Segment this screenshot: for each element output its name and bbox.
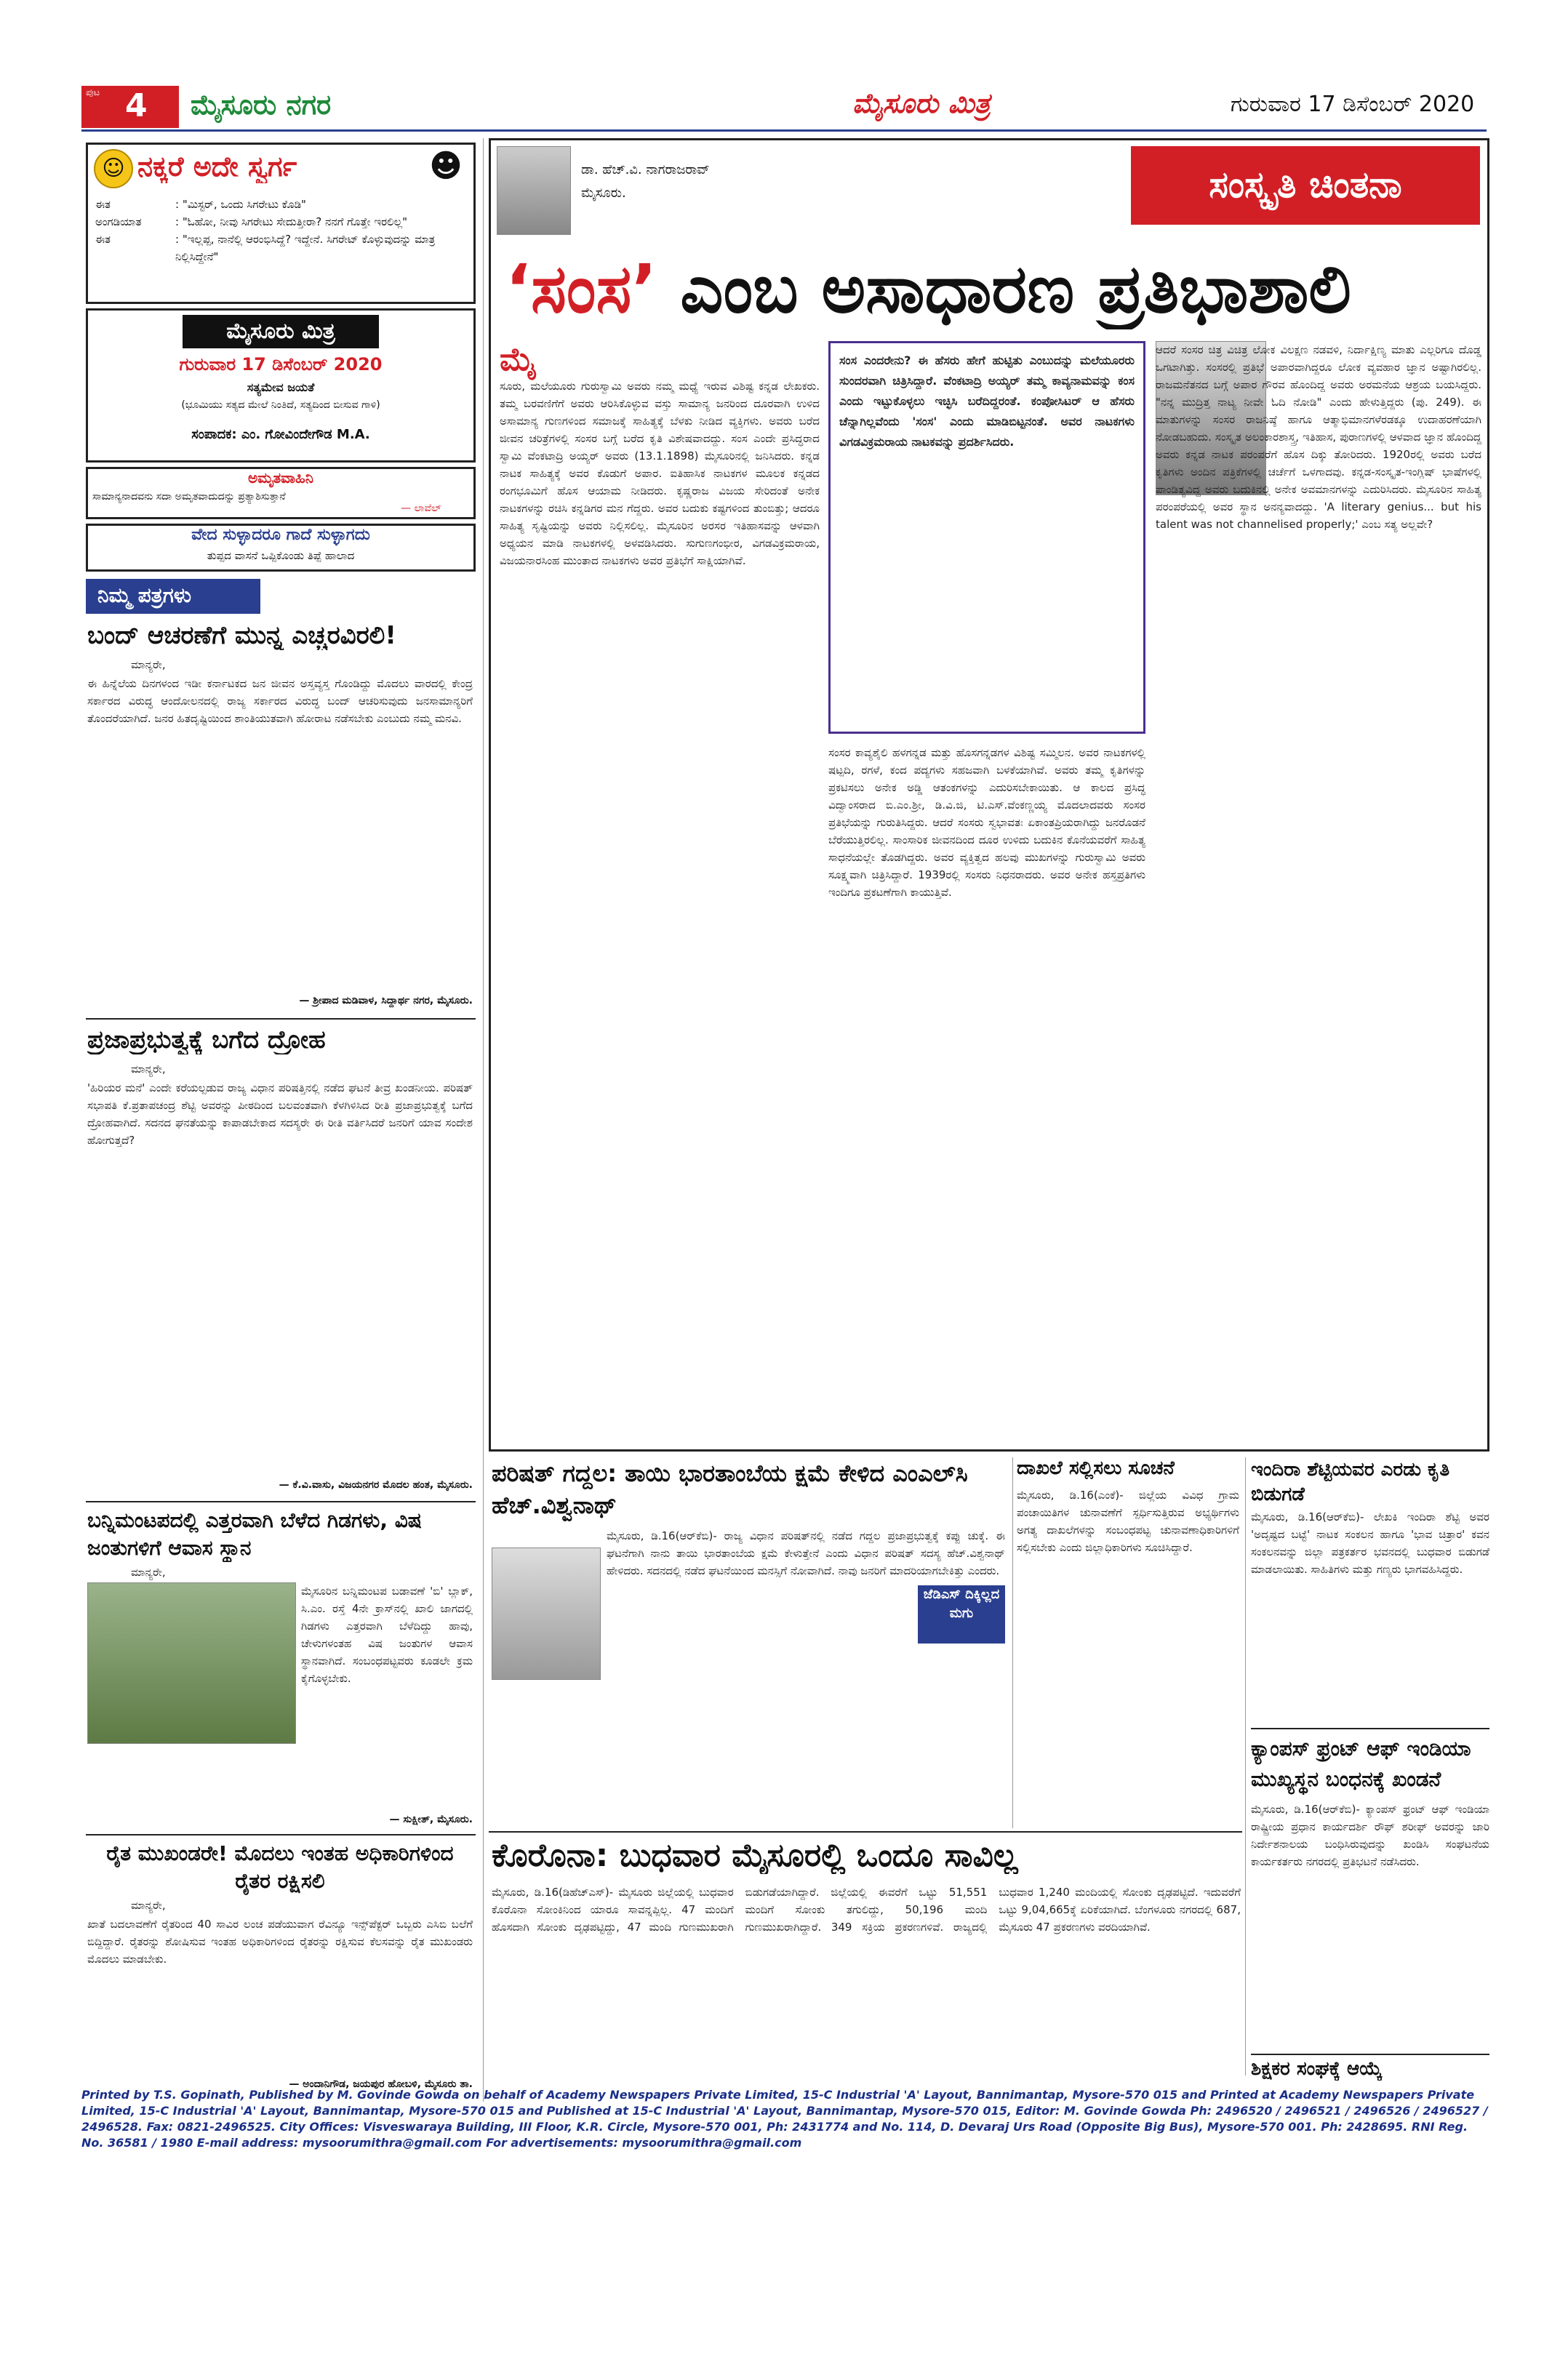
paper-logo: ಮೈಸೂರು ಮಿತ್ರ — [852, 87, 991, 119]
news-body: ಮೈಸೂರು, ಡಿ.16(ಆರ್‌ಕೆಬಿ)- ಲೇಖಕಿ ಇಂದಿರಾ ಶೆಟ್ಟಿ ಅವರ 'ಅದೃಷ್ಟದ ಬಟ್ಟೆ' ನಾಟಕ ಸಂಕಲನ ಹಾಗೂ 'ಭಾವ ಚಿತ್ರಾರ' ಕವನ ಸಂಕಲನವನ್ನು ಜಿಲ್ಲಾ ಪತ್ರಕರ್ತರ ಭವನದಲ್ಲಿ ಬುಧವಾರ ಬಿಡುಗಡೆ ಮಾಡಲಾಯಿತು. ಸಾಹಿತಿಗಳು ಮತ್ತು ಗಣ್ಯರು ಭಾಗವಹಿಸಿದ್ದರು. — [1251, 1510, 1489, 1576]
letter-signature: — ಸುಕ್ಷೀತ್, ಮೈಸೂರು. — [389, 1814, 473, 1825]
letters-banner — [86, 579, 260, 614]
joke-speaker: ಈತ — [95, 233, 111, 246]
proverb-box — [86, 524, 476, 572]
feature-col-1: ಸೂರು, ಮಲೆಯೂರು ಗುರುಸ್ವಾಮಿ ಅವರು ನಮ್ಮ ಮಧ್ಯೆ ಇರುವ ವಿಶಿಷ್ಟ ಕನ್ನಡ ಲೇಖಕರು. ತಮ್ಮ ಬರವಣಿಗೆಗೆ ಅವರು ಆರಿಸಿಕೊಳ್ಳುವ ವಸ್ತು ಸಾಮಾನ್ಯ ಜನರಿಂದ ದೂರವಾಗಿ ಉಳಿದ ಅಸಾಮಾನ್ಯ ಗುಣಗಳಿಂದ ಸಮಾಜಕ್ಕೆ ಸಾಹಿತ್ಯಕ್ಕೆ ಬೆಳಕು ನೀಡಿದ ವ್ಯಕ್ತಿಗಳು. ಅವರು ಬರೆದ ಜೀವನ ಚರಿತ್ರೆಗಳಲ್ಲಿ ಸಂಸರ ಬಗ್ಗೆ ಬರೆದ ಕೃತಿ ವಿಶೇಷವಾದದ್ದು. ಸಂಸ ಎಂದೇ ಪ್ರಸಿದ್ಧರಾದ ಸ್ವಾಮಿ ವೆಂಕಟಾದ್ರಿ ಅಯ್ಯರ್ ಅವರು (13.1.1898) ಮೈಸೂರಿನಲ್ಲಿ ಜನಿಸಿದರು. ಕನ್ನಡ ನಾಟಕ ಸಾಹಿತ್ಯಕ್ಕೆ ಅವರ ಕೊಡುಗೆ ಅಪಾರ. ಐತಿಹಾಸಿಕ ನಾಟಕಗಳ ಮೂಲಕ ಕನ್ನಡದ ರಂಗಭೂಮಿಗೆ ಹೊಸ ಆಯಾಮ ನೀಡಿದರು. ಕೃಷ್ಣರಾಜ ವಿಜಯ ಸೇರಿದಂತೆ ಅನೇಕ ನಾಟಕಗಳನ್ನು ರಚಿಸಿ ಕನ್ನಡಿಗರ ಮನ ಗೆದ್ದರು. ಅವರ ಬದುಕು ಕಷ್ಟಗಳಿಂದ ತುಂಬಿತ್ತು; ಆದರೂ ಸಾಹಿತ್ಯ ಸೃಷ್ಟಿಯನ್ನು ಅವರು ನಿಲ್ಲಿಸಲಿಲ್ಲ. ಮೈಸೂರಿನ ಅರಸರ ಇತಿಹಾಸವನ್ನು ಆಳವಾಗಿ ಅಧ್ಯಯನ ಮಾಡಿ ನಾಟಕಗಳಲ್ಲಿ ಅಳವಡಿಸಿದರು. ಸುಗುಣಗಂಭೀರ, ವಿಗಡವಿಕ್ರಮರಾಯ, ವಿಜಯನಾರಸಿಂಹ ಮುಂತಾದ ನಾಟಕಗಳು ಅವರ ಪ್ರತಿಭೆಗೆ ಸಾಕ್ಷಿಯಾಗಿವೆ. — [500, 380, 820, 567]
quote-text: ಸಾಮಾನ್ಯನಾದವನು ಸದಾ ಅಮೃತವಾದುದನ್ನು ಪ್ರತ್ಯಾಶಿಸುತ್ತಾನೆ — [92, 491, 286, 503]
page-label: ಪುಟ — [86, 87, 100, 98]
quote-title: ಅಮೃತವಾಹಿನಿ — [248, 469, 313, 487]
dropcap: ಮೈ — [500, 341, 537, 378]
divider — [86, 1501, 476, 1502]
feature-col-3: ಆದರೆ ಸಂಸರ ಚಿತ್ರ ವಿಚಿತ್ರ ಲೋಕ ವಿಲಕ್ಷಣ ನಡವಳಿ, ನಿರ್ದಾಕ್ಷಿಣ್ಯ ಮಾತು ಎಲ್ಲರಿಗೂ ದೊಡ್ಡ ಒಗಟಾಗಿತ್ತು. ಸಂಸರಲ್ಲಿ ಪ್ರತಿಭೆ ಅಪಾರವಾಗಿದ್ದರೂ ಲೋಕ ವ್ಯವಹಾರ ಜ್ಞಾನ ಅಷ್ಟಾಗಿರಲಿಲ್ಲ. ರಾಜಮನೆತನದ ಬಗ್ಗೆ ಅಪಾರ ಗೌರವ ಹೊಂದಿದ್ದ ಅವರು ಅರಮನೆಯ ಆಶ್ರಯ ಬಯಸಿದ್ದರು. "ನನ್ನ ಮುದ್ರಿತ್ತ ನಾಟ್ಯ ನೀವೇ ಓದಿ ನೋಡಿ" ಎಂದು ಹೇಳುತ್ತಿದ್ದರು (ಪು. 249). ಈ ಮಾತುಗಳನ್ನು ಸಂಸರ ರಾಜನಿಷ್ಠೆ ಹಾಗೂ ಆತ್ಮಾಭಿಮಾನಗಳೆರಡಕ್ಕೂ ಉದಾಹರಣೆಯಾಗಿ ನೋಡಬಹುದು. ಸಂಸ್ಕೃತ ಅಲಂಕಾರಶಾಸ್ತ್ರ, ಇತಿಹಾಸ, ಪುರಾಣಗಳಲ್ಲಿ ಆಳವಾದ ಜ್ಞಾನ ಹೊಂದಿದ್ದ ಅವರು ಕನ್ನಡ ನಾಟಕ ಪರಂಪರೆಗೆ ಹೊಸ ದಿಕ್ಕು ತೋರಿದರು. 1920ರಲ್ಲಿ ಅವರು ಬರೆದ ಕೃತಿಗಳು ಅಂದಿನ ಪತ್ರಿಕೆಗಳಲ್ಲಿ ಚರ್ಚೆಗೆ ಒಳಗಾದವು. ಕನ್ನಡ-ಸಂಸ್ಕೃತ-ಇಂಗ್ಲಿಷ್ ಭಾಷೆಗಳಲ್ಲಿ ಪಾಂಡಿತ್ಯವಿದ್ದ ಅವರು ಬದುಕಿನಲ್ಲಿ ಅನೇಕ ಅವಮಾನಗಳನ್ನು ಎದುರಿಸಿದರು. ಮೈಸೂರಿನ ಸಾಹಿತ್ಯ ಪರಂಪರೆಯಲ್ಲಿ ಅವರ ಸ್ಥಾನ ಅನನ್ಯವಾದದ್ದು. 'A literary genius... but his talent was not channelised properly;' ಎಂಬ ಸತ್ಯ ಅಲ್ಲವೇ? — [1156, 343, 1481, 531]
news-body: ಮೈಸೂರು, ಡಿ.16(ಆರ್‌ಕೆಬಿ)- ರಾಜ್ಯ ವಿಧಾನ ಪರಿಷತ್‌ನಲ್ಲಿ ನಡೆದ ಗದ್ದಲ ಪ್ರಜಾಪ್ರಭುತ್ವಕ್ಕೆ ಕಪ್ಪು ಚುಕ್ಕೆ. ಈ ಘಟನೆಗಾಗಿ ನಾನು ತಾಯಿ ಭಾರತಾಂಬೆಯ ಕ್ಷಮೆ ಕೇಳುತ್ತೇನೆ ಎಂದು ವಿಧಾನ ಪರಿಷತ್ ಸದಸ್ಯ ಹೆಚ್.ವಿಶ್ವನಾಥ್ ಹೇಳಿದರು. ಸದನದಲ್ಲಿ ನಡೆದ ಘಟನೆಯಿಂದ ಮನಸ್ಸಿಗೆ ನೋವಾಗಿದೆ. ನಾವು ಜನರಿಗೆ ಮಾದರಿಯಾಗಬೇಕಿತ್ತು ಎಂದರು. — [607, 1529, 1005, 1577]
column-name: ಸಂಸ್ಕೃತಿ ಚಿಂತನಾ — [1209, 164, 1402, 206]
smiley-icon: ☺ — [94, 149, 133, 188]
page-number: 4 — [125, 87, 148, 124]
proverb-text: ತುಪ್ಪದ ವಾಸನೆ ಒಪ್ಪಿಕೊಂಡು ತಿಪ್ಪೆ ಹಾಲಾದ — [207, 549, 355, 562]
author-name: ಡಾ. ಹೆಚ್.ವಿ. ನಾಗರಾಜರಾವ್ — [581, 162, 710, 177]
editor-name: ಎಂ. ಗೋವಿಂದೇಗೌಡ M.A. — [241, 427, 370, 442]
letter-signature: — ಕೆ.ವಿ.ವಾಸು, ವಿಜಯನಗರ ಮೊದಲ ಹಂತ, ಮೈಸೂರು. — [279, 1479, 473, 1491]
letter-salutation: ಮಾನ್ಯರೇ, — [131, 1062, 166, 1076]
headline-rest: ಎಂಬ ಅಸಾಧಾರಣ ಪ್ರತಿಭಾಶಾಲಿ — [680, 250, 1351, 328]
author-photo — [497, 146, 571, 235]
sidebar-logo: ಮೈಸೂರು ಮಿತ್ರ — [183, 315, 379, 348]
letters-title: ನಿಮ್ಮ ಪತ್ರಗಳು — [97, 583, 191, 607]
letter-title: ಬನ್ನಿಮಂಟಪದಲ್ಲಿ ಎತ್ತರವಾಗಿ ಬೆಳೆದ ಗಿಡಗಳು, ವಿಷ ಜಂತುಗಳಿಗೆ ಆವಾಸ ಸ್ಥಾನ — [87, 1508, 422, 1560]
masthead-rule — [81, 129, 1487, 132]
divider — [489, 1831, 1242, 1833]
letter-title: ಬಂದ್ ಆಚರಣೆಗೆ ಮುನ್ನ ಎಚ್ಚರವಿರಲಿ! — [87, 621, 396, 650]
news-headline: ಶಿಕ್ಷಕರ ಸಂಘಕ್ಕೆ ಆಯ್ಕೆ — [1251, 2058, 1383, 2080]
news-headline: ದಾಖಲೆ ಸಲ್ಲಿಸಲು ಸೂಚನೆ — [1017, 1457, 1175, 1479]
author-place: ಮೈಸೂರು. — [581, 185, 626, 201]
divider — [86, 1018, 476, 1020]
news-body: ಮೈಸೂರು, ಡಿ.16(ಡಿಹೆಚ್‌ಎಸ್)- ಮೈಸೂರು ಜಿಲ್ಲೆಯಲ್ಲಿ ಬುಧವಾರ ಕೊರೊನಾ ಸೋಂಕಿನಿಂದ ಯಾರೂ ಸಾವನ್ನಪ್ಪಿಲ್ಲ. 47 ಮಂದಿಗೆ ಹೊಸದಾಗಿ ಸೋಂಕು ದೃಢಪಟ್ಟಿದ್ದು, 47 ಮಂದಿ ಗುಣಮುಖರಾಗಿ ಬಿಡುಗಡೆಯಾಗಿದ್ದಾರೆ. ಜಿಲ್ಲೆಯಲ್ಲಿ ಈವರೆಗೆ ಒಟ್ಟು 51,551 ಮಂದಿಗೆ ಸೋಂಕು ತಗುಲಿದ್ದು, 50,196 ಮಂದಿ ಗುಣಮುಖರಾಗಿದ್ದಾರೆ. 349 ಸಕ್ರಿಯ ಪ್ರಕರಣಗಳಿವೆ. ರಾಜ್ಯದಲ್ಲಿ ಬುಧವಾರ 1,240 ಮಂದಿಯಲ್ಲಿ ಸೋಂಕು ದೃಢಪಟ್ಟಿದೆ. ಇದುವರೆಗೆ ಒಟ್ಟು 9,04,665ಕ್ಕೆ ಏರಿಕೆಯಾಗಿದೆ. ಬೆಂಗಳೂರು ನಗರದಲ್ಲಿ 687, ಮೈಸೂರು 47 ಪ್ರಕರಣಗಳು ವರದಿಯಾಗಿವೆ. — [492, 1886, 1241, 1934]
letter-signature: — ಶ್ರೀಪಾದ ಮಡಿವಾಳ, ಸಿದ್ದಾರ್ಥ ನಗರ, ಮೈಸೂರು. — [299, 995, 473, 1006]
editor-label: ಸಂಪಾದಕ: — [191, 427, 237, 442]
quote-author: — ಲಾವೆಲ್ — [401, 503, 441, 514]
proverb-title: ವೇದ ಸುಳ್ಳಾದರೂ ಗಾದೆ ಸುಳ್ಳಾಗದು — [191, 526, 370, 544]
page-number-badge — [81, 86, 179, 128]
joke-box — [86, 143, 476, 304]
letter-salutation: ಮಾನ್ಯರೇ, — [131, 658, 166, 671]
cartoon-icon: ☻ — [429, 148, 463, 185]
letter-body: ಮೈಸೂರಿನ ಬನ್ನಿಮಂಟಪ ಬಡಾವಣೆ 'ಬಿ' ಬ್ಲಾಕ್, ಸಿ.ಎಂ. ರಸ್ತೆ 4ನೇ ಕ್ರಾಸ್‌ನಲ್ಲಿ ಖಾಲಿ ಜಾಗದಲ್ಲಿ ಗಿಡಗಳು ಎತ್ತರವಾಗಿ ಬೆಳೆದಿದ್ದು ಹಾವು, ಚೇಳುಗಳಂತಹ ವಿಷ ಜಂತುಗಳ ಆವಾಸ ಸ್ಥಾನವಾಗಿದೆ. ಸಂಬಂಧಪಟ್ಟವರು ಕೂಡಲೇ ಕ್ರಮ ಕೈಗೊಳ್ಳಬೇಕು. — [301, 1585, 473, 1685]
column-rule — [483, 138, 484, 2102]
news-body: ಮೈಸೂರು, ಡಿ.16(ಆರ್‌ಕೆಬಿ)- ಕ್ಯಾಂಪಸ್ ಫ್ರಂಟ್ ಆಫ್ ಇಂಡಿಯಾ ರಾಷ್ಟ್ರೀಯ ಪ್ರಧಾನ ಕಾರ್ಯದರ್ಶಿ ರೌಫ್ ಶರೀಫ್ ಅವರನ್ನು ಜಾರಿ ನಿರ್ದೇಶನಾಲಯ ಬಂಧಿಸಿರುವುದನ್ನು ಖಂಡಿಸಿ ಸಂಘಟನೆಯ ಕಾರ್ಯಕರ್ತರು ನಗರದಲ್ಲಿ ಪ್ರತಿಭಟನೆ ನಡೆಸಿದರು. — [1251, 1803, 1489, 1868]
column-rule — [1245, 1457, 1246, 2075]
column-rule — [1012, 1457, 1013, 1828]
joke-text: : "ಇಲ್ಲಪ್ಪ, ನಾನೆಲ್ಲಿ ಆರಂಭಿಸಿದ್ದೆ? ಇದ್ದೇನೆ. ಸಿಗರೇಟ್ ಕೊಳ್ಳುವುದನ್ನು ಮಾತ್ರ ನಿಲ್ಲಿಸಿದ್ದೇನೆ" — [175, 233, 436, 263]
joke-line — [95, 231, 466, 265]
editor-line — [88, 427, 473, 442]
joke-line — [95, 196, 466, 213]
letter-body: ಖಾತೆ ಬದಲಾವಣೆಗೆ ರೈತರಿಂದ 40 ಸಾವಿರ ಲಂಚ ಪಡೆಯುವಾಗ ರೆವಿನ್ಯೂ ಇನ್ಸ್‌ಪೆಕ್ಟರ್ ಒಬ್ಬರು ಎಸಿಬಿ ಬಲೆಗೆ ಬಿದ್ದಿದ್ದಾರೆ. ರೈತರನ್ನು ಶೋಷಿಸುವ ಇಂತಹ ಅಧಿಕಾರಿಗಳಿಂದ ರೈತರನ್ನು ರಕ್ಷಿಸುವ ಕೆಲಸವನ್ನು ರೈತ ಮುಖಂಡರು ಮೊದಲು ಮಾಡಬೇಕು. — [87, 1918, 473, 1966]
joke-speaker: ಈತ — [95, 198, 111, 211]
news-headline: ಕೊರೊನಾ: ಬುಧವಾರ ಮೈಸೂರಲ್ಲಿ ಒಂದೂ ಸಾವಿಲ್ಲ — [492, 1837, 1018, 1874]
divider — [1251, 1728, 1489, 1729]
news-headline: ಪರಿಷತ್ ಗದ್ದಲ: ತಾಯಿ ಭಾರತಾಂಬೆಯ ಕ್ಷಮೆ ಕೇಳಿದ ಎಂಎಲ್‌ಸಿ ಹೆಚ್.ವಿಶ್ವನಾಥ್ — [492, 1460, 968, 1519]
letter-body: 'ಹಿರಿಯರ ಮನೆ' ಎಂದೇ ಕರೆಯಲ್ಪಡುವ ರಾಜ್ಯ ವಿಧಾನ ಪರಿಷತ್ತಿನಲ್ಲಿ ನಡೆದ ಘಟನೆ ತೀವ್ರ ಖಂಡನೀಯ. ಪರಿಷತ್ ಸಭಾಪತಿ ಕೆ.ಪ್ರತಾಪಚಂದ್ರ ಶೆಟ್ಟಿ ಅವರನ್ನು ಪೀಠದಿಂದ ಬಲವಂತವಾಗಿ ಕೆಳಗಿಳಿಸಿದ ರೀತಿ ಪ್ರಜಾಪ್ರಭುತ್ವಕ್ಕೆ ಬಗೆದ ದ್ರೋಹವಾಗಿದೆ. ಸದನದ ಘನತೆಯನ್ನು ಕಾಪಾಡಬೇಕಾದ ಸದಸ್ಯರೇ ಈ ರೀತಿ ವರ್ತಿಸಿದರೆ ಜನರಿಗೆ ಯಾವ ಸಂದೇಶ ಹೋಗುತ್ತದೆ? — [87, 1081, 473, 1147]
feature-headline — [505, 249, 1480, 329]
imprint-footer: Printed by T.S. Gopinath, Published by M. Govinde Gowda on behalf of Academy Newspapers Private Limited, 15-C Industrial 'A' Layout, Bannimantap, Mysore-570 015 and Printed at Academy Newspapers Private Limited, 15-C Industrial 'A' Layout, Bannimantap, Mysore-570 015 and Published at 15-C Industrial 'A' Layout, Bannimantap, Mysore-570 015, Editor: M. Govinde Gowda Ph: 2496520 / 2496521 / 2496526 / 2496527 / 2496528. Fax: 0821-2496525. City Offices: Visveswaraya Building, III Floor, K.R. Circle, Mysore-570 001, Ph: 2431774 and No. 114, D. Devaraj Urs Road (Opposite Big Bus), Mysore-570 001. Ph: 2428695. RNI Reg. No. 36581 / 1980 E-mail address: mysoorumithra@gmail.com For advertisements: mysoorumithra@gmail.com — [81, 2088, 1488, 2150]
highlight-box — [828, 341, 1145, 734]
page-date: ಗುರುವಾರ 17 ಡಿಸೆಂಬರ್ 2020 — [1231, 92, 1475, 117]
divider — [86, 1834, 476, 1835]
masthead-box — [86, 308, 476, 463]
politician-photo — [492, 1548, 601, 1680]
news-headline: ಕ್ಯಾಂಪಸ್ ಫ್ರಂಟ್ ಆಫ್ ಇಂಡಿಯಾ ಮುಖ್ಯಸ್ಥನ ಬಂಧನಕ್ಕೆ ಖಂಡನೆ — [1251, 1737, 1471, 1791]
sidebar-date: ಗುರುವಾರ 17 ಡಿಸೆಂಬರ್ 2020 — [179, 354, 383, 375]
highlight-text: ಸಂಸ ಎಂದರೇನು? ಈ ಹೆಸರು ಹೇಗೆ ಹುಟ್ಟಿತು ಎಂಬುದನ್ನು ಮಲೆಯೂರರು ಸುಂದರವಾಗಿ ಚಿತ್ರಿಸಿದ್ದಾರೆ. ವೆಂಕಟಾದ್ರಿ ಅಯ್ಯರ್ ತಮ್ಮ ಕಾವ್ಯನಾಮವನ್ನು ಕಂಸ ಎಂದು ಇಟ್ಟುಕೊಳ್ಳಲು ಇಚ್ಛಿಸಿ ಬರೆದಿದ್ದರಂತೆ. ಕಂಪೋಸಿಟರ್ ಆ ಹೆಸರು ಚೆನ್ನಾಗಿಲ್ಲವೆಂದು 'ಸಂಸ' ಎಂದು ಮಾಡಿಬಿಟ್ಟನಂತೆ. ಅವರ ನಾಟಕಗಳು ವಿಗಡವಿಕ್ರಮರಾಯ ನಾಟಕವನ್ನು ಪ್ರದರ್ಶಿಸಿದರು. — [839, 353, 1135, 449]
letter-salutation: ಮಾನ್ಯರೇ, — [131, 1566, 166, 1579]
letter-salutation: ಮಾನ್ಯರೇ, — [131, 1899, 166, 1912]
divider — [1251, 2054, 1489, 2055]
motto-1: ಸತ್ಯಮೇವ ಜಯತೆ — [247, 380, 315, 394]
letter-title: ರೈತ ಮುಖಂಡರೇ! ಮೊದಲು ಇಂತಹ ಅಧಿಕಾರಿಗಳಿಂದ ರೈತರ ರಕ್ಷಿಸಲಿ — [106, 1841, 454, 1893]
column-name-banner — [1131, 146, 1480, 225]
joke-lines — [95, 196, 466, 265]
headline-quoted: ‘ಸಂಸ’ — [505, 250, 657, 328]
motto-2: (ಭೂಮಿಯು ಸತ್ಯದ ಮೇಲೆ ನಿಂತಿದೆ, ಸತ್ಯದಿಂದ ಬೀಸುವ ಗಾಳಿ) — [181, 399, 380, 411]
joke-text: : "ಓಹೋ, ನೀವು ಸಿಗರೇಟು ಸೇದುತ್ತೀರಾ? ನನಗೆ ಗೊತ್ತೇ ಇರಲಿಲ್ಲ" — [175, 215, 408, 228]
section-name: ಮೈಸೂರು ನಗರ — [191, 89, 332, 121]
feature-box — [489, 138, 1489, 1452]
feature-col-2: ಸಂಸರ ಕಾವ್ಯಶೈಲಿ ಹಳಗನ್ನಡ ಮತ್ತು ಹೊಸಗನ್ನಡಗಳ ವಿಶಿಷ್ಟ ಸಮ್ಮಿಲನ. ಅವರ ನಾಟಕಗಳಲ್ಲಿ ಷಟ್ಪದಿ, ರಗಳೆ, ಕಂದ ಪದ್ಯಗಳು ಸಹಜವಾಗಿ ಬಳಕೆಯಾಗಿವೆ. ಅವರು ತಮ್ಮ ಕೃತಿಗಳನ್ನು ಪ್ರಕಟಿಸಲು ಅನೇಕ ಅಡ್ಡಿ ಆತಂಕಗಳನ್ನು ಎದುರಿಸಬೇಕಾಯಿತು. ಆ ಕಾಲದ ಪ್ರಸಿದ್ಧ ವಿದ್ವಾಂಸರಾದ ಬಿ.ಎಂ.ಶ್ರೀ, ಡಿ.ವಿ.ಜಿ, ಟಿ.ಎಸ್.ವೆಂಕಣ್ಣಯ್ಯ ಮೊದಲಾದವರು ಸಂಸರ ಪ್ರತಿಭೆಯನ್ನು ಗುರುತಿಸಿದ್ದರು. ಆದರೆ ಸಂಸರು ಸ್ವಭಾವತಃ ಏಕಾಂತಪ್ರಿಯರಾಗಿದ್ದು ಜನರೊಡನೆ ಬೆರೆಯುತ್ತಿರಲಿಲ್ಲ. ಸಾಂಸಾರಿಕ ಜೀವನದಿಂದ ದೂರ ಉಳಿದು ಬದುಕಿನ ಕೊನೆಯವರೆಗೆ ಸಾಹಿತ್ಯ ಸಾಧನೆಯಲ್ಲೇ ತೊಡಗಿದ್ದರು. ಅವರ ವ್ಯಕ್ತಿತ್ವದ ಹಲವು ಮುಖಗಳನ್ನು ಗುರುಸ್ವಾಮಿ ಅವರು ಸೂಕ್ಷ್ಮವಾಗಿ ಚಿತ್ರಿಸಿದ್ದಾರೆ. 1939ರಲ್ಲಿ ಸಂಸರು ನಿಧನರಾದರು. ಅವರ ಅನೇಕ ಹಸ್ತಪ್ರತಿಗಳು ಇಂದಿಗೂ ಪ್ರಕಟಣೆಗಾಗಿ ಕಾಯುತ್ತಿವೆ. — [828, 746, 1145, 899]
letter-signature: — ಅಂದಾನಿಗೌಡ, ಜಯಪುರ ಹೋಬಳಿ, ಮೈಸೂರು ತಾ. — [289, 2078, 473, 2090]
joke-text: : "ಮಿಸ್ಟರ್, ಒಂದು ಸಿಗರೇಟು ಕೊಡಿ" — [175, 198, 306, 211]
masthead — [81, 86, 1487, 128]
news-tag: ಜೆಡಿಎಸ್ ದಿಕ್ಕಿಲ್ಲದ ಮಗು — [918, 1585, 1005, 1644]
overgrown-plants-photo — [87, 1582, 296, 1744]
news-body: ಮೈಸೂರು, ಡಿ.16(ಎಂಕೆ)- ಜಿಲ್ಲೆಯ ವಿವಿಧ ಗ್ರಾಮ ಪಂಚಾಯಿತಿಗಳ ಚುನಾವಣೆಗೆ ಸ್ಪರ್ಧಿಸುತ್ತಿರುವ ಅಭ್ಯರ್ಥಿಗಳು ಅಗತ್ಯ ದಾಖಲೆಗಳನ್ನು ಸಂಬಂಧಪಟ್ಟ ಚುನಾವಣಾಧಿಕಾರಿಗಳಿಗೆ ಸಲ್ಲಿಸಬೇಕು ಎಂದು ಜಿಲ್ಲಾಧಿಕಾರಿಗಳು ಸೂಚಿಸಿದ್ದಾರೆ. — [1017, 1489, 1239, 1554]
joke-title: ನಕ್ಕರೆ ಅದೇ ಸ್ವರ್ಗ — [137, 151, 297, 183]
joke-line — [95, 213, 466, 231]
letter-body: ಈ ಹಿನ್ನೆಲೆಯ ದಿನಗಳಂದ ಇಡೀ ಕರ್ನಾಟಕದ ಜನ ಜೀವನ ಅಸ್ತವ್ಯಸ್ತ ಗೊಂಡಿದ್ದು ಮೊದಲು ವಾರದಲ್ಲಿ ಕೇಂದ್ರ ಸರ್ಕಾರದ ವಿರುದ್ಧ ಆಂದೋಲನದಲ್ಲಿ ರಾಜ್ಯ ಸರ್ಕಾರದ ವಿರುದ್ಧ ಬಂದ್ ಆಚರಿಸುವುದು ಜನಸಾಮಾನ್ಯರಿಗೆ ತೊಂದರೆಯಾಗಿದೆ. ಜನರ ಹಿತದೃಷ್ಟಿಯಿಂದ ಶಾಂತಿಯುತವಾಗಿ ಹೋರಾಟ ನಡೆಸಬೇಕು ಎಂಬುದು ನಮ್ಮ ಮನವಿ. — [87, 677, 473, 725]
joke-speaker: ಅಂಗಡಿಯಾತ — [95, 215, 142, 228]
news-headline: ಇಂದಿರಾ ಶೆಟ್ಟಿಯವರ ಎರಡು ಕೃತಿ ಬಿಡುಗಡೆ — [1251, 1459, 1450, 1505]
letter-title: ಪ್ರಜಾಪ್ರಭುತ್ವಕ್ಕೆ ಬಗೆದ ದ್ರೋಹ — [87, 1025, 326, 1054]
quote-box — [86, 467, 476, 519]
